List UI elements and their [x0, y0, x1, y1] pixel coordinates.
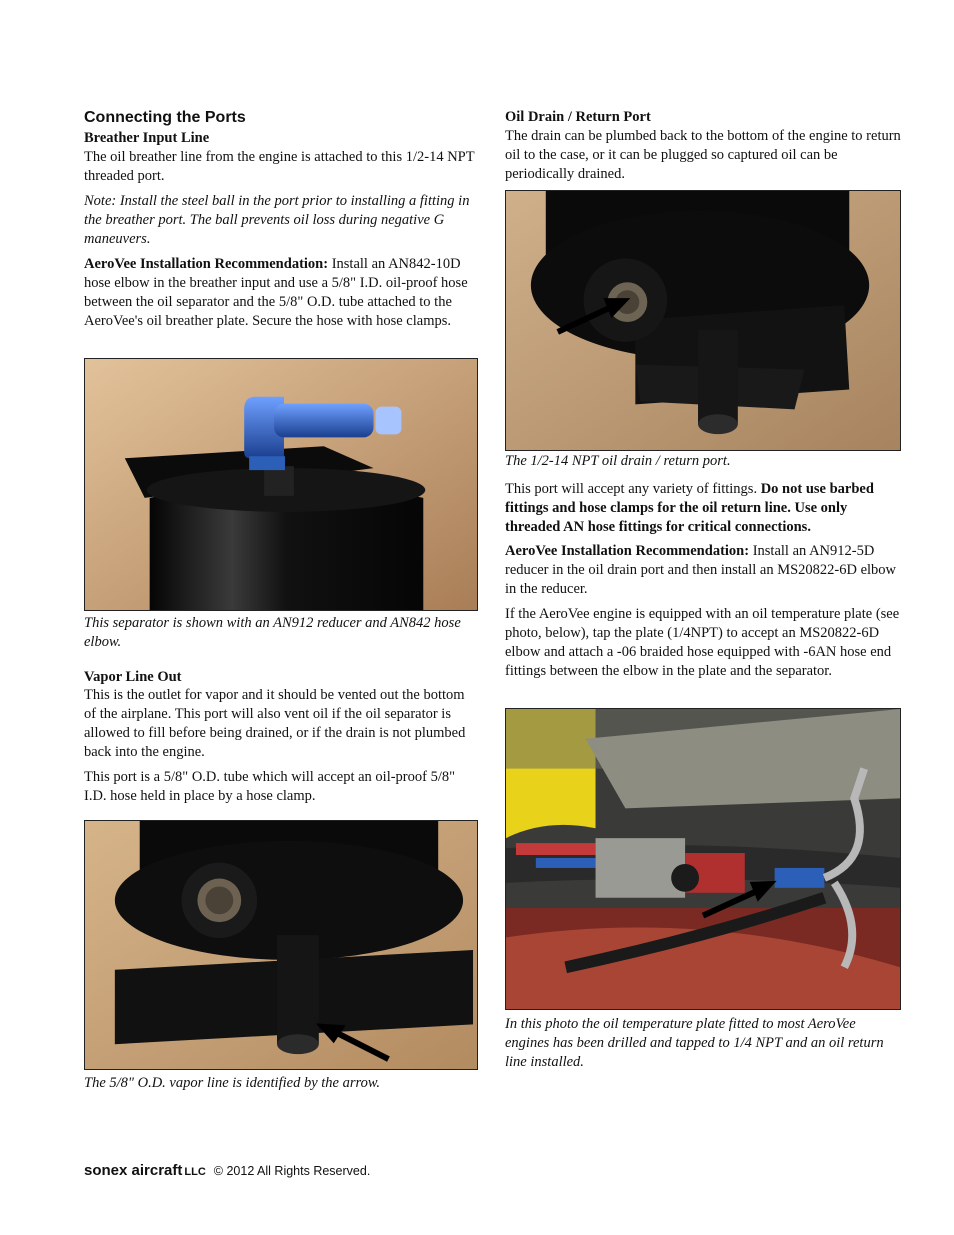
drain-body: The drain can be plumbed back to the bottom of the engine to return oil to the case, or it can be plugged so captured oil can be periodically drained. — [505, 128, 901, 182]
fittings-text: This port will accept any variety of fittings. — [505, 481, 761, 497]
drain-recommendation-text: Install an AN912-5D reducer in the oil drain port and then install an MS20822-6D elbow in the reducer. — [505, 543, 897, 597]
breather-body: The oil breather line from the engine is attached to this 1/2-14 NPT threaded port. — [84, 149, 475, 184]
brand-name: sonex aircraft — [84, 1162, 183, 1179]
page-footer — [84, 1162, 370, 1179]
fittings-bold-warning: Do not use barbed fittings and hose clamps for the oil return line. Use only threaded AN hose fittings for critical connections. — [505, 481, 874, 535]
breather-caption: This separator is shown with an AN912 reducer and AN842 hose elbow. — [84, 615, 461, 650]
temperature-plate-text: If the AeroVee engine is equipped with an oil temperature plate (see photo, below), tap the plate (1/4NPT) to accept an MS20822-6D elbow and attach a -06 braided hose equipped with -6AN hose end fittings between the elbow in the plate and the separator. — [505, 606, 900, 679]
breather-note: Note: Install the steel ball in the port prior to installing a fitting in the breather port. The ball prevents oil loss during negative G maneuvers. — [84, 193, 470, 247]
section-title: Connecting the Ports — [84, 109, 246, 126]
vapor-body-2: This port is a 5/8" O.D. tube which will accept an oil-proof 5/8" I.D. hose held in place by a hose clamp. — [84, 769, 456, 804]
vapor-body-1: This is the outlet for vapor and it should be vented out the bottom of the airplane. This port will also vent oil if the oil separator is allowed to fill before being drained, or if the drain is not plumbed back into the engine. — [84, 687, 466, 760]
recommendation-label: AeroVee Installation Recommendation: — [84, 256, 329, 272]
copyright: © 2012 All Rights Reserved. — [213, 1164, 371, 1178]
drain-recommendation — [505, 542, 901, 599]
fittings-warning — [505, 480, 901, 537]
drain-port-photo — [505, 190, 901, 451]
drain-caption: The 1/2-14 NPT oil drain / return port. — [505, 453, 731, 469]
drain-recommendation-label: AeroVee Installation Recommendation: — [505, 543, 750, 559]
breather-recommendation — [84, 255, 478, 331]
vapor-heading: Vapor Line Out — [84, 669, 182, 685]
oil-return-caption: In this photo the oil temperature plate fitted to most AeroVee engines has been drilled and tapped to 1/4 NPT and an oil return line installed. — [505, 1016, 884, 1070]
brand-llc: LLC — [184, 1166, 206, 1178]
vapor-line-photo — [84, 820, 478, 1070]
breather-heading: Breather Input Line — [84, 130, 210, 146]
oil-return-photo — [505, 708, 901, 1010]
drain-heading: Oil Drain / Return Port — [505, 109, 651, 125]
recommendation-text: Install an AN842-10D hose elbow in the breather input and use a 5/8" I.D. oil-proof hose between the oil separator and the 5/8" O.D. tube attached to the AeroVee's oil breather plate. Secure the hose with hose clamps. — [84, 256, 468, 329]
vapor-caption: The 5/8" O.D. vapor line is identified by the arrow. — [84, 1075, 381, 1091]
separator-elbow-photo — [84, 358, 478, 611]
